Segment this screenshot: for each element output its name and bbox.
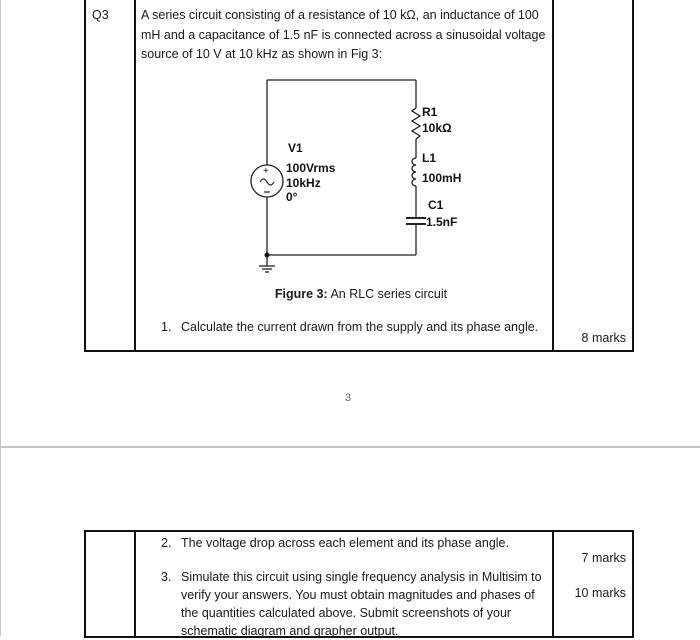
column-divider (134, 532, 136, 636)
svg-text:+: + (263, 166, 269, 177)
figure-caption: Figure 3: An RLC series circuit (274, 287, 448, 301)
page-left-edge (0, 0, 1, 636)
page-divider (0, 446, 700, 448)
rlc-circuit-diagram (236, 70, 496, 280)
page-number: 3 (345, 392, 352, 404)
capacitor-icon (406, 218, 426, 224)
capacitor-name: C1 (428, 198, 444, 212)
question-intro: A series circuit consisting of a resistance of 10 kΩ, an inductance of 100 mH and a capacitance of 1.5 nF is connected across a sinusoidal voltage source of 10 V at 10 kHz as shown in Fig 3: (141, 8, 546, 61)
question-number: Q3 (92, 8, 109, 22)
inductor-value: 100mH (422, 171, 462, 185)
resistor-icon (412, 108, 420, 139)
source-phase: 0° (286, 190, 298, 204)
resistor-name: R1 (422, 105, 438, 119)
source-voltage: 100Vrms (286, 161, 336, 175)
ac-voltage-source-icon (251, 165, 283, 197)
resistor-value: 10kΩ (422, 121, 452, 135)
question-table-page-1: Q3 A series circuit consisting of a resistance of 10 kΩ, an inductance of 100 mH and a capacitance of 1.5 nF is connected across a sinusoidal voltage source of 10 V at 10 kHz as shown in Fig 3: + V1 100Vrms 10kHz 0° R1 10kΩ L1 100mH C1 1.5nF Figure 3: An RLC series circuit 1. Calculate the current drawn from the supply and its phase angle. 8 marks (84, 0, 634, 352)
inductor-icon (412, 158, 416, 186)
source-name: V1 (288, 141, 303, 155)
junction-dot (265, 253, 270, 258)
capacitor-value: 1.5nF (426, 215, 458, 229)
inductor-name: L1 (422, 151, 437, 165)
column-divider (552, 532, 554, 636)
marks-part-3: 10 marks (574, 586, 626, 600)
marks-part-2: 7 marks (581, 551, 626, 565)
ground-icon (259, 266, 275, 272)
source-frequency: 10kHz (286, 176, 321, 190)
question-table-page-2: 2. The voltage drop across each element and its phase angle. 7 marks 3. Simulate this circuit using single frequency analysis in Multisim to verify your answers. You must obtain magnitudes and phases of the quantities calculated above. Submit screenshots of your schematic diagram and grapher output. 10 marks (84, 530, 634, 638)
marks-part-1: 8 marks (581, 331, 626, 345)
